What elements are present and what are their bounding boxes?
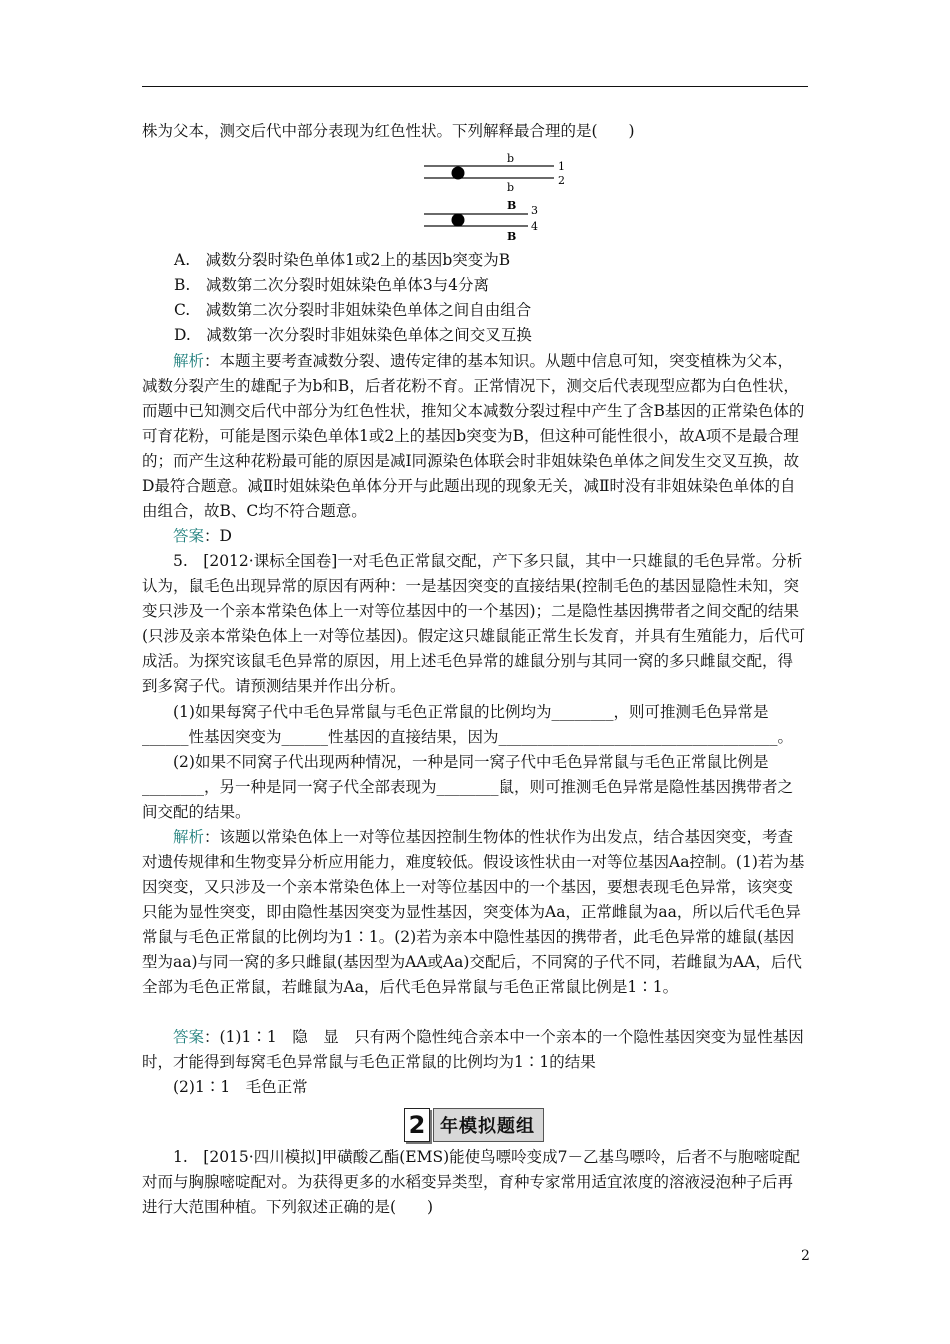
option-a: A. 减数分裂时染色单体1或2上的基因b突变为B <box>174 251 511 269</box>
page-number: 2 <box>801 1248 810 1264</box>
q4-answer <box>142 524 808 549</box>
chromatid-label-3: 3 <box>531 204 538 217</box>
section-heading <box>404 1108 544 1142</box>
answer-label: 答案 <box>173 527 205 545</box>
chromatid-label-1: 1 <box>558 160 565 173</box>
option-b: B. 减数第二次分裂时姐妹染色单体3与4分离 <box>174 276 490 294</box>
header-rule <box>142 86 808 87</box>
chromosome-diagram <box>420 152 580 244</box>
section-number: 2 <box>404 1108 430 1142</box>
gene-label-B-top: B <box>507 199 517 212</box>
q1-stem: 1. [2015·四川模拟]甲磺酸乙酯(EMS)能使鸟嘌呤变成7－乙基鸟嘌呤，后者不与胞嘧啶配对而与胸腺嘧啶配对。为获得更多的水稻变异类型，育种专家常用适宜浓度的溶液浸泡种子后再进行大范围种植。下列叙述正确的是( ) <box>142 1148 801 1216</box>
q5-answer-part2: (2)1∶1 毛色正常 <box>173 1078 308 1096</box>
gene-label-B-bottom: B <box>507 230 517 243</box>
answer-label: 答案 <box>173 1028 205 1046</box>
gene-label-b-bottom: b <box>507 181 515 194</box>
question-continuation: 株为父本，测交后代中部分表现为红色性状。下列解释最合理的是( ) <box>142 122 635 140</box>
option-d: D. 减数第一次分裂时非姐妹染色单体之间交叉互换 <box>174 326 532 344</box>
option-c: C. 减数第二次分裂时非姐妹染色单体之间自由组合 <box>174 301 532 319</box>
q5-stem: 5. [2012·课标全国卷]一对毛色正常鼠交配，产下多只鼠，其中一只雄鼠的毛色异常。分析认为，鼠毛色出现异常的原因有两种：一是基因突变的直接结果(控制毛色的基因显隐性未知，突变只涉及一个亲本常染色体上一对等位基因中的一个基因)；二是隐性基因携带者之间交配的结果(只涉及亲本常染色体上一对等位基因)。假定这只雄鼠能正常生长发育，并具有生殖能力，后代可成活。为探究该鼠毛色异常的原因，用上述毛色异常的雄鼠分别与其同一窝的多只雌鼠交配，得到多窝子代。请预测结果并作出分析。 <box>142 552 806 695</box>
answer-text: ：D <box>204 527 232 545</box>
analysis-text: ：本题主要考查减数分裂、遗传定律的基本知识。从题中信息可知，突变植株为父本，减数分裂产生的雄配子为b和B，后者花粉不育。正常情况下，测交后代表现型应都为白色性状，而题中已知测交后代中部分为红色性状，推知父本减数分裂过程中产生了含B基因的正常染色体的可育花粉，可能是图示染色单体1或2上的基因b突变为B，但这种可能性很小，故A项不是最合理的；而产生这种花粉最可能的原因是减Ⅰ同源染色体联会时非姐妹染色单体之间发生交叉互换，故D最符合题意。减Ⅱ时姐妹染色单体分开与此题出现的现象无关，减Ⅱ时没有非姐妹染色单体的自由组合，故B、C均不符合题意。 <box>142 352 805 520</box>
chromatid-label-2: 2 <box>558 174 565 187</box>
analysis-label: 解析 <box>173 828 205 846</box>
section-title: 年模拟题组 <box>433 1108 544 1142</box>
q5-part2: (2)如果不同窝子代出现两种情况，一种是同一窝子代中毛色异常鼠与毛色正常鼠比例是________，另一种是同一窝子代全部表现为________鼠，则可推测毛色异常是隐性基因携带者之间交配的结果。 <box>142 753 794 821</box>
chromatid-label-4: 4 <box>531 220 538 233</box>
analysis-text: ：该题以常染色体上一对等位基因控制生物体的性状作为出发点，结合基因突变，考查对遗传规律和生物变异分析应用能力，难度较低。假设该性状由一对等位基因Aa控制。(1)若为基因突变，又只涉及一个亲本常染色体上一对等位基因中的一个基因，要想表现毛色异常，该突变只能为显性突变，即由隐性基因突变为显性基因，突变体为Aa，正常雌鼠为aa，所以后代毛色异常鼠与毛色正常鼠的比例均为1∶1。(2)若为亲本中隐性基因的携带者，此毛色异常的雄鼠(基因型为aa)与同一窝的多只雌鼠(基因型为AA或Aa)交配后，不同窝的子代不同，若雌鼠为AA，后代全部为毛色正常鼠，若雌鼠为Aa，后代毛色异常鼠与毛色正常鼠比例是1∶1。 <box>142 828 805 996</box>
q5-answer <box>142 1025 808 1075</box>
q4-analysis <box>142 349 808 524</box>
analysis-label: 解析 <box>173 352 205 370</box>
q5-analysis <box>142 825 808 1000</box>
gene-label-b-top: b <box>507 152 515 165</box>
q5-part1: (1)如果每窝子代中毛色异常鼠与毛色正常鼠的比例均为________，则可推测毛色异常是______性基因突变为______性基因的直接结果，因为____________________________________。 <box>142 703 794 746</box>
answer-text: ：(1)1∶1 隐 显 只有两个隐性纯合亲本中一个亲本的一个隐性基因突变为显性基因时，才能得到每窝毛色异常鼠与毛色正常鼠的比例均为1∶1的结果 <box>142 1028 804 1071</box>
